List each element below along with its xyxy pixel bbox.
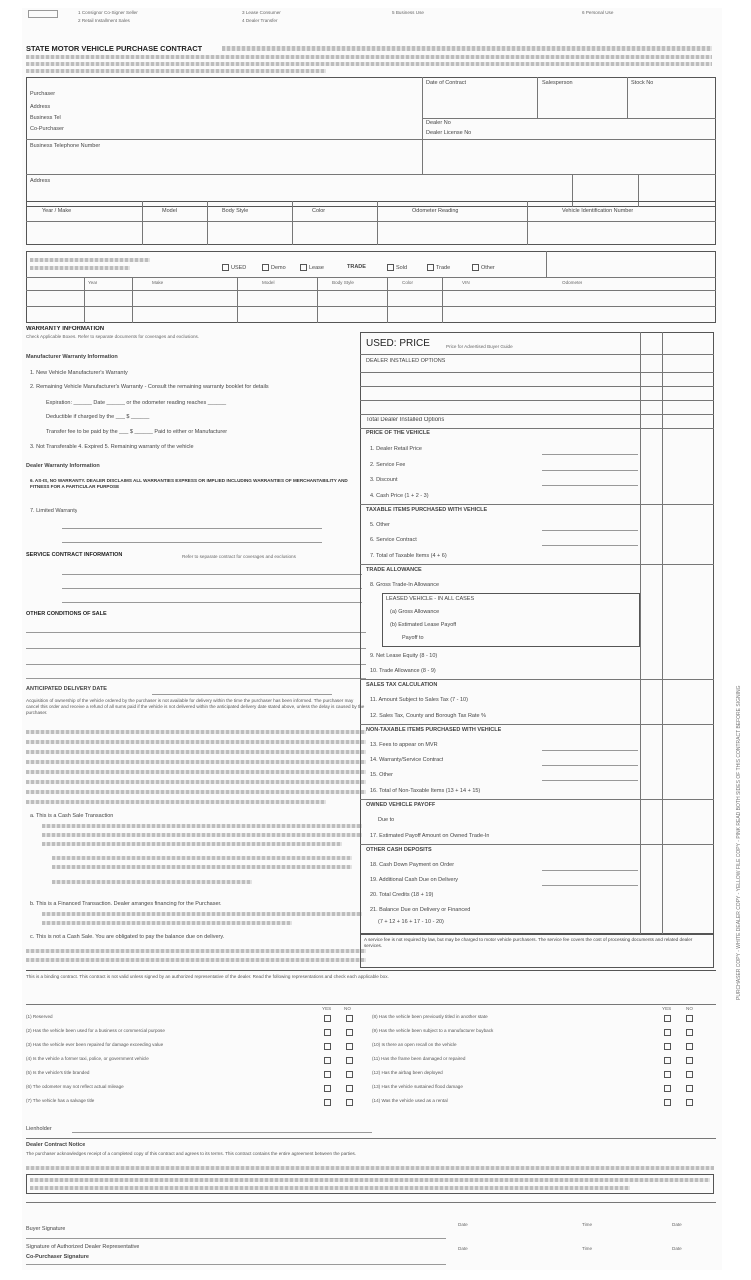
yes-checkbox[interactable] bbox=[324, 1015, 331, 1022]
disclosure-row bbox=[26, 1026, 366, 1040]
notice-title: Dealer Contract Notice bbox=[26, 1142, 86, 1148]
legend-4: 4 Dealer Transfer bbox=[242, 18, 278, 23]
warranty-line-5: Transfer fee to be paid by the ___ $ ______ Paid to either or Manufacturer bbox=[46, 429, 228, 435]
disclosure-row bbox=[372, 1026, 716, 1040]
disclosure-text: (9) Has the vehicle been subject to a manufacturer buyback bbox=[372, 1028, 494, 1033]
trade-color-header: Color bbox=[402, 280, 413, 285]
yes-checkbox[interactable] bbox=[324, 1071, 331, 1078]
used-price-note: Price for Advertised Buyer Guide bbox=[446, 344, 513, 349]
price-line-4: 4. Cash Price (1 + 2 - 3) bbox=[370, 493, 429, 499]
yes-header-right: YES bbox=[662, 1006, 672, 1011]
installed-options-total: Total Dealer Installed Options bbox=[366, 417, 445, 423]
disclosure-row bbox=[372, 1082, 716, 1096]
legend-2: 2 Retail Installment Sales bbox=[78, 18, 130, 23]
manufacturer-title: Manufacturer Warranty Information bbox=[26, 354, 118, 360]
taxable-items-title: TAXABLE ITEMS PURCHASED WITH VEHICLE bbox=[366, 507, 488, 513]
date-label-1: Date bbox=[458, 1222, 468, 1227]
no-checkbox[interactable] bbox=[346, 1085, 353, 1092]
disclosure-text: (1) Reserved bbox=[26, 1014, 53, 1019]
title-fine-print bbox=[222, 46, 712, 51]
nontaxable-title: NON-TAXABLE ITEMS PURCHASED WITH VEHICLE bbox=[366, 727, 502, 733]
trade-year-header: Year bbox=[88, 280, 98, 285]
credit-line-2: 19. Additional Cash Due on Delivery bbox=[370, 877, 459, 883]
warranty-line-4: Deductible if charged by the ___ $ ______ bbox=[46, 414, 150, 420]
yes-checkbox[interactable] bbox=[324, 1029, 331, 1036]
disclosure-text: (3) Has the vehicle ever been repaired for damage exceeding value bbox=[26, 1042, 164, 1047]
yes-header-left: YES bbox=[322, 1006, 332, 1011]
contract-page bbox=[22, 8, 722, 1270]
disclosure-row bbox=[372, 1068, 716, 1082]
trade-option[interactable]: TRADE bbox=[347, 264, 366, 270]
year-make-header: Year / Make bbox=[42, 208, 72, 214]
no-checkbox[interactable] bbox=[346, 1099, 353, 1106]
trade-line-7: 10. Trade Allowance (8 - 9) bbox=[370, 668, 436, 674]
price-line-2: 2. Service Fee bbox=[370, 462, 406, 468]
credit-line-1: 18. Cash Down Payment on Order bbox=[370, 862, 455, 868]
no-checkbox[interactable] bbox=[346, 1029, 353, 1036]
no-checkbox[interactable] bbox=[686, 1085, 693, 1092]
lease-option[interactable]: Lease bbox=[300, 264, 324, 272]
yes-checkbox[interactable] bbox=[664, 1085, 671, 1092]
yes-checkbox[interactable] bbox=[324, 1057, 331, 1064]
form-title: STATE MOTOR VEHICLE PURCHASE CONTRACT bbox=[26, 44, 203, 53]
other-option[interactable]: Other bbox=[472, 264, 495, 272]
no-checkbox[interactable] bbox=[686, 1057, 693, 1064]
disclosures-left-list bbox=[26, 1012, 366, 1110]
intro-fine-print-3 bbox=[26, 69, 326, 73]
other-checkbox[interactable] bbox=[472, 264, 479, 271]
disclosure-row bbox=[372, 1054, 716, 1068]
yes-checkbox[interactable] bbox=[324, 1099, 331, 1106]
delivery-text: Acquisition of ownership of the vehicle ordered by the purchaser is not available for delivery within the time the purchaser has been informed. The purchaser may cancel this order and receive a refund of all sums paid if the vehicle is not delivered within the anticipated delivery date stated above, unless the delay is caused by the purchaser. bbox=[26, 698, 365, 715]
disclosure-text: (14) Was the vehicle used as a rental bbox=[372, 1098, 448, 1103]
limited-warranty: 7. Limited Warranty bbox=[30, 508, 78, 514]
trade-line-6: 9. Net Lease Equity (8 - 10) bbox=[370, 653, 438, 659]
vin-header: Vehicle Identification Number bbox=[562, 208, 634, 214]
warranty-line-2: 2. Remaining Vehicle Manufacturer's Warranty - Consult the remaining warranty booklet for details bbox=[30, 384, 269, 390]
used-checkbox[interactable] bbox=[222, 264, 229, 271]
yes-checkbox[interactable] bbox=[324, 1085, 331, 1092]
credit-line-5: (7 + 12 + 16 + 17 - 10 - 20) bbox=[378, 919, 444, 925]
trade-vin-header: VIN bbox=[462, 280, 470, 285]
used-price-label: USED: PRICE bbox=[366, 338, 430, 349]
no-checkbox[interactable] bbox=[686, 1015, 693, 1022]
yes-checkbox[interactable] bbox=[664, 1015, 671, 1022]
legend-6: 6 Personal Use bbox=[582, 10, 614, 15]
trade-odometer-header: Odometer bbox=[562, 280, 583, 285]
as-is-disclaimer: 6. AS-IS, NO WARRANTY. DEALER DISCLAIMS ALL WARRANTIES EXPRESS OR IMPLIED INCLUDING WARRANTIES OF MERCHANTABILITY AND FITNESS FOR A PARTICULAR PURPOSE bbox=[30, 478, 348, 489]
not-cash-sale-item: c. This is not a Cash Sale. You are obligated to pay the balance due on delivery. bbox=[30, 934, 225, 940]
no-checkbox[interactable] bbox=[346, 1057, 353, 1064]
dealer-license-label: Dealer License No bbox=[426, 130, 472, 136]
purchaser-block bbox=[26, 77, 716, 207]
payoff-line-1: Due to bbox=[378, 817, 395, 823]
disclosure-row bbox=[26, 1082, 366, 1096]
business-tel-label: Business Tel bbox=[30, 115, 61, 121]
purchaser-label: Purchaser bbox=[30, 91, 56, 97]
dealer-installed-options: DEALER INSTALLED OPTIONS bbox=[366, 358, 446, 364]
disclosure-text: (8) Has the vehicle been previously titled in another state bbox=[372, 1014, 488, 1019]
legend-3: 3 Lease Consumer bbox=[242, 10, 281, 15]
owned-payoff-title: OWNED VEHICLE PAYOFF bbox=[366, 802, 436, 808]
disclosure-row bbox=[26, 1096, 366, 1110]
no-checkbox[interactable] bbox=[686, 1043, 693, 1050]
lease-checkbox[interactable] bbox=[300, 264, 307, 271]
address2-label: Address bbox=[30, 178, 51, 184]
warranty-line-1: 1. New Vehicle Manufacturer's Warranty bbox=[30, 370, 128, 376]
dealer-no-label: Dealer No bbox=[426, 120, 451, 126]
salesperson-label: Salesperson bbox=[542, 80, 573, 86]
credit-line-3: 20. Total Credits (18 + 19) bbox=[370, 892, 434, 898]
odometer-header: Odometer Reading bbox=[412, 208, 459, 214]
disclosure-text: (4) Is the vehicle a former taxi, police, or government vehicle bbox=[26, 1056, 149, 1061]
no-checkbox[interactable] bbox=[346, 1015, 353, 1022]
acknowledgment-box bbox=[26, 1174, 714, 1194]
disclosure-text: (10) Is there an open recall on the vehicle bbox=[372, 1042, 457, 1047]
business-phone-label: Business Telephone Number bbox=[30, 143, 101, 149]
used-option[interactable]: USED bbox=[222, 264, 246, 272]
warranty-line-6: 3. Not Transferable 4. Expired 5. Remaining warranty of the vehicle bbox=[30, 444, 194, 450]
price-of-vehicle-title: PRICE OF THE VEHICLE bbox=[366, 430, 430, 436]
disclosure-row bbox=[26, 1054, 366, 1068]
co-purchaser-signature-label[interactable]: Co-Purchaser Signature bbox=[26, 1254, 89, 1260]
disclosure-row bbox=[372, 1096, 716, 1110]
color-header: Color bbox=[312, 208, 326, 214]
cash-deposits-title: OTHER CASH DEPOSITS bbox=[366, 847, 432, 853]
trade-line-5: Payoff to bbox=[402, 635, 424, 641]
form-id-box bbox=[28, 10, 58, 18]
nontax-line-2: 14. Warranty/Service Contract bbox=[370, 757, 444, 763]
disclosure-row bbox=[26, 1012, 366, 1026]
yes-checkbox[interactable] bbox=[664, 1099, 671, 1106]
dealer-signature-label[interactable]: Signature of Authorized Dealer Representative bbox=[26, 1244, 140, 1250]
taxable-line-3: 7. Total of Taxable Items (4 + 6) bbox=[370, 553, 447, 559]
trade-allowance-title: TRADE ALLOWANCE bbox=[366, 567, 422, 573]
warranty-title: WARRANTY INFORMATION bbox=[26, 326, 105, 332]
yes-checkbox[interactable] bbox=[664, 1029, 671, 1036]
nontax-line-1: 13. Fees to appear on MVR bbox=[370, 742, 438, 748]
trade-checkbox[interactable] bbox=[427, 264, 434, 271]
time-label-2: Time bbox=[582, 1246, 593, 1251]
side-copy-text: PURCHASER COPY - WHITE DEALER COPY - YELLOW FILE COPY - PINK READ BOTH SIDES OF THIS CONTRACT BEFORE SIGNING bbox=[736, 685, 742, 1000]
yes-checkbox[interactable] bbox=[664, 1071, 671, 1078]
disclosure-text: (5) Is the vehicle's title branded bbox=[26, 1070, 90, 1075]
yes-checkbox[interactable] bbox=[664, 1043, 671, 1050]
disclosure-row bbox=[372, 1040, 716, 1054]
nontax-line-4: 16. Total of Non-Taxable Items (13 + 14 + 15) bbox=[370, 788, 481, 794]
payoff-line-2: 17. Estimated Payoff Amount on Owned Trade-In bbox=[370, 833, 490, 839]
model-header: Model bbox=[162, 208, 177, 214]
demo-checkbox[interactable] bbox=[262, 264, 269, 271]
disclosure-text: (6) The odometer may not reflect actual mileage bbox=[26, 1084, 124, 1089]
disclosures-right-list bbox=[372, 1012, 716, 1110]
no-checkbox[interactable] bbox=[346, 1071, 353, 1078]
other-conditions-title: OTHER CONDITIONS OF SALE bbox=[26, 611, 107, 617]
intro-fine-print-2 bbox=[26, 62, 712, 66]
sales-tax-title: SALES TAX CALCULATION bbox=[366, 682, 438, 688]
trade-fine-print bbox=[30, 258, 150, 262]
taxable-line-2: 6. Service Contract bbox=[370, 537, 417, 543]
date-label-1b: Date bbox=[672, 1222, 682, 1227]
time-label-1: Time bbox=[582, 1222, 593, 1227]
credit-line-4: 21. Balance Due on Delivery or Financed bbox=[370, 907, 471, 913]
service-contract-title: SERVICE CONTRACT INFORMATION bbox=[26, 552, 123, 558]
co-purchaser-label: Co-Purchaser bbox=[30, 126, 64, 132]
taxable-line-1: 5. Other bbox=[370, 522, 390, 528]
disclosure-text: (11) Has the frame been damaged or repaired bbox=[372, 1056, 466, 1061]
cash-sale-item: a. This is a Cash Sale Transaction bbox=[30, 813, 114, 819]
price-line-3: 3. Discount bbox=[370, 477, 398, 483]
address-label: Address bbox=[30, 104, 51, 110]
financed-item: b. This is a Financed Transaction. Dealer arranges financing for the Purchaser. bbox=[30, 901, 222, 907]
body-style-header: Body Style bbox=[222, 208, 249, 214]
notice-text: The purchaser acknowledges receipt of a completed copy of this contract and agrees to its terms. This contract contains the entire agreement between the parties. bbox=[26, 1151, 357, 1156]
trade-line-3: (a) Gross Allowance bbox=[390, 609, 440, 615]
date-label-2b: Date bbox=[672, 1246, 682, 1251]
no-header-right: NO bbox=[686, 1006, 693, 1011]
trade-make-header: Make bbox=[152, 280, 164, 285]
disclosure-text: (13) Has the vehicle sustained flood damage bbox=[372, 1084, 463, 1089]
no-checkbox[interactable] bbox=[686, 1099, 693, 1106]
service-contract-note: Refer to separate contract for coverages and exclusions bbox=[182, 554, 296, 559]
trade-body-header: Body Style bbox=[332, 280, 354, 285]
sold-option[interactable]: Sold bbox=[387, 264, 407, 272]
date-label-2: Date bbox=[458, 1246, 468, 1251]
disclosure-text: (12) Has the airbag been deployed bbox=[372, 1070, 443, 1075]
no-checkbox[interactable] bbox=[346, 1043, 353, 1050]
service-fee-note: A service fee is not required by law, but may be charged to motor vehicle purchasers. The service fee covers the cost of processing documents and related dealer services. bbox=[364, 937, 693, 948]
trade-fine-print-2 bbox=[30, 266, 130, 270]
disclosure-text: (7) The vehicle has a salvage title bbox=[26, 1098, 95, 1103]
lienholder-label: Lienholder bbox=[26, 1126, 52, 1132]
price-line-1: 1. Dealer Retail Price bbox=[370, 446, 422, 452]
trade2-option[interactable]: Trade bbox=[427, 264, 450, 272]
trade-line-2: LEASED VEHICLE - IN ALL CASES bbox=[386, 596, 475, 602]
warranty-line-3: Expiration: ______ Date ______ or the odometer reading reaches ______ bbox=[46, 400, 227, 406]
dealer-warranty-title: Dealer Warranty Information bbox=[26, 463, 100, 469]
sales-tax-line-2: 12. Sales Tax, County and Borough Tax Rate % bbox=[370, 713, 486, 719]
disclosure-row bbox=[26, 1068, 366, 1082]
warranty-note: Check Applicable Boxes. Refer to separate documents for coverages and exclusions. bbox=[26, 334, 200, 339]
date-of-contract-label: Date of Contract bbox=[426, 80, 467, 86]
intro-fine-print-1 bbox=[26, 55, 712, 59]
sales-tax-line-1: 11. Amount Subject to Sales Tax (7 - 10) bbox=[370, 697, 468, 703]
sold-checkbox[interactable] bbox=[387, 264, 394, 271]
trade-line-4: (b) Estimated Lease Payoff bbox=[390, 622, 457, 628]
disclosure-row bbox=[372, 1012, 716, 1026]
yes-checkbox[interactable] bbox=[324, 1043, 331, 1050]
no-checkbox[interactable] bbox=[686, 1071, 693, 1078]
trade-line-1: 8. Gross Trade-In Allowance bbox=[370, 582, 440, 588]
disclosure-text: (2) Has the vehicle been used for a business or commercial purpose bbox=[26, 1028, 165, 1033]
trade-model-header: Model bbox=[262, 280, 275, 285]
disclosure-row bbox=[26, 1040, 366, 1054]
nontax-line-3: 15. Other bbox=[370, 772, 393, 778]
yes-checkbox[interactable] bbox=[664, 1057, 671, 1064]
delivery-date-title: ANTICIPATED DELIVERY DATE bbox=[26, 686, 107, 692]
disclosures-intro: This is a binding contract. This contract is not valid unless signed by an authorized representative of the dealer. Read the following representations and check each applicable box. bbox=[26, 974, 389, 979]
legend-5: 5 Business Use bbox=[392, 10, 424, 15]
demo-option[interactable]: Demo bbox=[262, 264, 286, 272]
buyer-signature-label[interactable]: Buyer Signature bbox=[26, 1226, 66, 1232]
legend-1: 1 Consignor Co-Signer Seller bbox=[78, 10, 138, 15]
no-header-left: NO bbox=[344, 1006, 351, 1011]
stock-no-label: Stock No bbox=[631, 80, 654, 86]
no-checkbox[interactable] bbox=[686, 1029, 693, 1036]
